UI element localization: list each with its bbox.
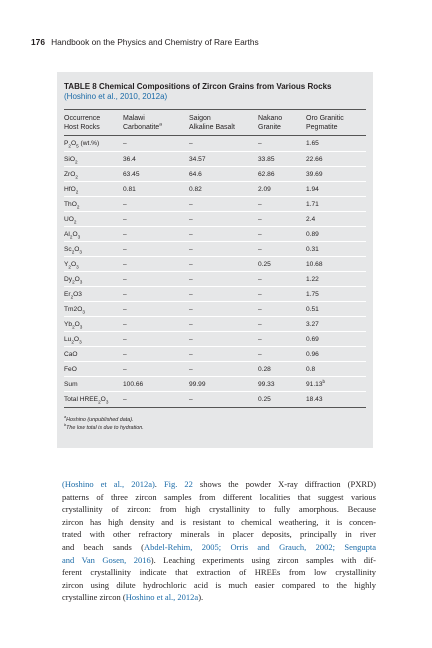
table-cell: – <box>189 246 193 253</box>
formula-part: O <box>74 276 80 283</box>
text-run: crystallinity of zircon: from high crystallinity to fully amorphous. Because <box>62 504 376 515</box>
row-label <box>64 380 78 389</box>
table-cell: – <box>258 216 262 223</box>
table-cell: – <box>123 231 127 238</box>
column-header <box>64 114 100 132</box>
row-label <box>64 245 82 254</box>
formula-part: Lu <box>64 336 72 343</box>
table-cell: 10.68 <box>306 261 323 268</box>
citation-link[interactable]: Abdel-Rehim, 2005; Orris and Grauch, 2002; Sengupta <box>144 541 376 552</box>
table-cell: – <box>189 336 193 343</box>
table-cell: – <box>258 351 262 358</box>
row-label <box>64 155 78 164</box>
footnote-marker: a <box>159 122 162 128</box>
table-cell: 0.96 <box>306 351 319 358</box>
table-cell: – <box>189 291 193 298</box>
table-cell: 0.8 <box>306 366 316 373</box>
table-cell: 0.69 <box>306 336 319 343</box>
table-caption <box>64 82 366 102</box>
row-label <box>64 335 82 344</box>
table-row <box>64 361 366 377</box>
formula-part: O3 <box>73 291 82 298</box>
table-row <box>64 196 366 212</box>
text-line <box>62 528 376 541</box>
row-label <box>64 290 82 299</box>
citation-link[interactable]: Fig. 22 <box>163 479 193 489</box>
table-cell: 2.09 <box>258 186 271 193</box>
table-row <box>64 391 366 407</box>
footnote-text: Hoshino (unpublished data). <box>66 417 134 423</box>
table-row <box>64 241 366 257</box>
table-row <box>64 226 366 242</box>
row-label <box>64 305 85 314</box>
citation-link[interactable]: (Hoshino et al., 2012a) <box>62 479 155 489</box>
table-cell: 91.13$^b$ <box>306 378 326 388</box>
table-8 <box>57 72 373 448</box>
table-bottom-rule <box>64 407 366 408</box>
table-cell: 64.6 <box>189 171 202 178</box>
formula-part: O <box>73 336 80 343</box>
table-cell: 1.65 <box>306 140 319 147</box>
formula-subscript: 2 <box>68 143 71 149</box>
table-cell: – <box>123 321 127 328</box>
column-header-line2: Alkaline Basalt <box>189 124 235 131</box>
formula-part: P <box>64 140 69 147</box>
formula-subscript: 3 <box>82 309 85 315</box>
table-cell: 0.31 <box>306 246 319 253</box>
table-cell: 33.85 <box>258 156 275 163</box>
table-cell: 1.71 <box>306 201 319 208</box>
row-label <box>64 275 82 284</box>
table-row <box>64 331 366 347</box>
table-cell: – <box>123 351 127 358</box>
formula-part: Sum <box>64 381 78 388</box>
text-run: ). <box>198 592 204 603</box>
table-cell: – <box>123 261 127 268</box>
formula-part: O <box>72 231 78 238</box>
text-run: shows the powder X-ray diffraction (PXRD) <box>192 479 376 489</box>
row-label <box>64 365 77 374</box>
table-cell: 0.25 <box>258 396 271 403</box>
formula-part: Y <box>64 261 69 268</box>
formula-part: Total HREE <box>64 396 99 403</box>
table-cell: – <box>189 366 193 373</box>
table-cell: – <box>189 216 193 223</box>
unit-label: (wt.%) <box>78 140 100 147</box>
formula-subscript: 3 <box>79 339 82 345</box>
column-header <box>189 114 235 132</box>
row-label <box>64 170 78 179</box>
row-label <box>64 230 80 239</box>
text-run: ferent crystallinity indicate that extraction of HREEs from low crystallinity <box>62 567 376 578</box>
table-citation: (Hoshino et al., 2010, 2012a) <box>64 92 168 101</box>
table-cell: – <box>189 231 193 238</box>
table-cell: – <box>123 291 127 298</box>
table-row <box>64 301 366 317</box>
table-footnote <box>64 425 144 432</box>
formula-subscript: 2 <box>68 264 71 270</box>
table-row <box>64 271 366 287</box>
formula-part: Sc <box>64 246 72 253</box>
row-label <box>64 139 99 148</box>
table-cell: – <box>123 140 127 147</box>
table-cell: – <box>189 306 193 313</box>
table-cell: – <box>258 201 262 208</box>
column-header-line2: Granite <box>258 124 281 131</box>
table-row <box>64 376 366 392</box>
table-cell: 0.81 <box>123 186 136 193</box>
formula-part: O <box>100 396 106 403</box>
formula-part: CaO <box>64 351 78 358</box>
table-cell: 99.33 <box>258 381 275 388</box>
row-label <box>64 350 78 359</box>
row-label <box>64 215 76 224</box>
formula-part: HfO <box>64 186 76 193</box>
table-cell: 0.51 <box>306 306 319 313</box>
table-cell: 36.4 <box>123 156 136 163</box>
footnote-marker: b <box>322 378 326 384</box>
table-cell: – <box>123 396 127 403</box>
table-row <box>64 136 366 151</box>
column-header-line1: Nakano <box>258 115 283 122</box>
table-cell: – <box>258 321 262 328</box>
formula-part: Yb <box>64 321 73 328</box>
formula-part: O <box>70 261 77 268</box>
table-row <box>64 181 366 197</box>
row-label <box>64 260 79 269</box>
footnote-marker: a <box>64 415 67 420</box>
table-cell: – <box>189 201 193 208</box>
table-cell: – <box>123 336 127 343</box>
formula-subscript: 2 <box>72 324 75 330</box>
table-label: TABLE 8 <box>64 82 97 91</box>
formula-subscript: 2 <box>72 279 75 285</box>
column-header-line1: Oro Granitic <box>306 115 344 122</box>
formula-subscript: 2 <box>75 159 78 165</box>
table-cell: – <box>258 336 262 343</box>
formula-subscript: 3 <box>79 279 83 285</box>
table-cell: 1.94 <box>306 186 319 193</box>
table-row <box>64 346 366 362</box>
formula-part: SiO <box>64 156 75 163</box>
table-cell: 22.66 <box>306 156 323 163</box>
formula-subscript: 2 <box>70 294 74 300</box>
formula-subscript: 2 <box>69 234 73 240</box>
row-label <box>64 320 82 329</box>
table-cell: 63.45 <box>123 171 140 178</box>
page-header <box>31 37 259 47</box>
row-label <box>64 185 78 194</box>
formula-subscript: 3 <box>76 264 79 270</box>
formula-part: Er <box>64 291 71 298</box>
table-row <box>64 286 366 302</box>
column-header-line2: Carbonatite <box>123 124 160 131</box>
column-header <box>258 114 282 132</box>
column-header-line1: Occurrence <box>64 115 101 122</box>
table-cell: – <box>189 276 193 283</box>
table-footnote <box>64 417 134 424</box>
text-run: patterns of three zircon samples from different localities that suggest various <box>62 491 376 502</box>
column-header <box>306 114 344 132</box>
formula-subscript: 2 <box>76 204 80 210</box>
text-line <box>62 566 376 579</box>
table-row <box>64 166 366 182</box>
page-number: 176 <box>31 37 45 47</box>
text-run: zircon has high density and is resistant to chemical weathering, it is concen- <box>62 516 376 527</box>
table-cell: – <box>258 231 262 238</box>
table-row <box>64 316 366 332</box>
table-cell: – <box>189 261 193 268</box>
text-run: zircon using dilute hydrochloric acid is much easier compared to the highly <box>62 579 376 590</box>
formula-subscript: 5 <box>76 143 79 149</box>
table-cell: 0.25 <box>258 261 271 268</box>
running-title: Handbook on the Physics and Chemistry of Rare Earths <box>51 37 259 47</box>
table-cell: – <box>123 276 127 283</box>
table-cell: – <box>258 291 262 298</box>
text-run: trated with other refractory minerals in placer deposits, principally in river <box>62 529 376 540</box>
formula-part: Tm2O <box>64 306 83 313</box>
formula-part: Dy <box>64 276 73 283</box>
text-line <box>62 478 376 491</box>
formula-subscript: 3 <box>79 249 82 255</box>
body-paragraph <box>62 478 376 604</box>
table-row <box>64 256 366 272</box>
table-cell: 0.82 <box>189 186 202 193</box>
table-cell: 1.75 <box>306 291 319 298</box>
formula-subscript: 3 <box>77 234 81 240</box>
formula-part: O <box>74 321 80 328</box>
text-line <box>62 579 376 592</box>
table-cell: – <box>258 306 262 313</box>
formula-part: Al <box>64 231 70 238</box>
table-cell: 39.69 <box>306 171 323 178</box>
formula-subscript: 2 <box>71 249 75 255</box>
footnote-marker: b <box>64 423 67 428</box>
table-cell: 1.22 <box>306 276 319 283</box>
table-cell: – <box>123 306 127 313</box>
table-cell: 62.86 <box>258 171 275 178</box>
citation-link[interactable]: Hoshino et al., 2012a <box>125 592 199 603</box>
formula-subscript: 2 <box>71 339 74 345</box>
table-cell: – <box>189 140 193 147</box>
formula-subscript: 2 <box>73 219 77 225</box>
formula-part: ThO <box>64 201 77 208</box>
text-run: ). Leaching experiments using zircon samples with dif- <box>150 554 376 565</box>
text-run: crystalline zircon ( <box>62 592 126 603</box>
table-cell: – <box>123 201 127 208</box>
formula-subscript: 3 <box>105 399 109 405</box>
text-run: and beach sands ( <box>62 541 144 552</box>
text-line <box>62 554 376 567</box>
table-cell: – <box>123 216 127 223</box>
table-title: Chemical Compositions of Zircon Grains from Various Rocks <box>98 82 332 91</box>
text-line <box>62 541 376 554</box>
table-row <box>64 211 366 227</box>
column-header-line1: Saigon <box>189 115 211 122</box>
table-cell: 99.99 <box>189 381 206 388</box>
footnote-text: The low total is due to hydration. <box>66 425 144 431</box>
table-top-rule <box>64 109 366 110</box>
text-line <box>62 516 376 529</box>
text-line <box>62 503 376 516</box>
table-cell: – <box>258 246 262 253</box>
table-cell: – <box>189 321 193 328</box>
formula-part: UO <box>64 216 74 223</box>
table-cell: – <box>258 140 262 147</box>
formula-part: ZrO <box>64 171 76 178</box>
table-cell: 18.43 <box>306 396 323 403</box>
table-cell: – <box>258 276 262 283</box>
formula-part: O <box>74 246 80 253</box>
table-cell: – <box>189 351 193 358</box>
column-header <box>123 114 162 132</box>
table-cell: – <box>189 396 193 403</box>
table-cell: – <box>123 246 127 253</box>
formula-part: O <box>70 140 77 147</box>
column-header-line1: Malawi <box>123 115 145 122</box>
formula-subscript: 2 <box>75 189 79 195</box>
table-cell: 0.89 <box>306 231 319 238</box>
table-cell: 34.57 <box>189 156 206 163</box>
row-label <box>64 200 79 209</box>
formula-subscript: 3 <box>79 324 83 330</box>
table-cell: 3.27 <box>306 321 319 328</box>
citation-link[interactable]: and Van Gosen, 2016 <box>62 554 151 565</box>
formula-subscript: 2 <box>75 174 78 180</box>
table-cell: – <box>123 366 127 373</box>
table-cell: 0.28 <box>258 366 271 373</box>
text-line <box>62 591 376 604</box>
column-header-line2: Pegmatite <box>306 124 338 131</box>
text-run: . <box>154 479 164 489</box>
column-header-line2: Host Rocks <box>64 124 100 131</box>
text-line <box>62 491 376 504</box>
table-cell: 100.66 <box>123 381 144 388</box>
row-label <box>64 395 108 404</box>
table-cell: 2.4 <box>306 216 316 223</box>
formula-part: FeO <box>64 366 77 373</box>
formula-subscript: 2 <box>98 399 101 405</box>
table-row <box>64 151 366 167</box>
